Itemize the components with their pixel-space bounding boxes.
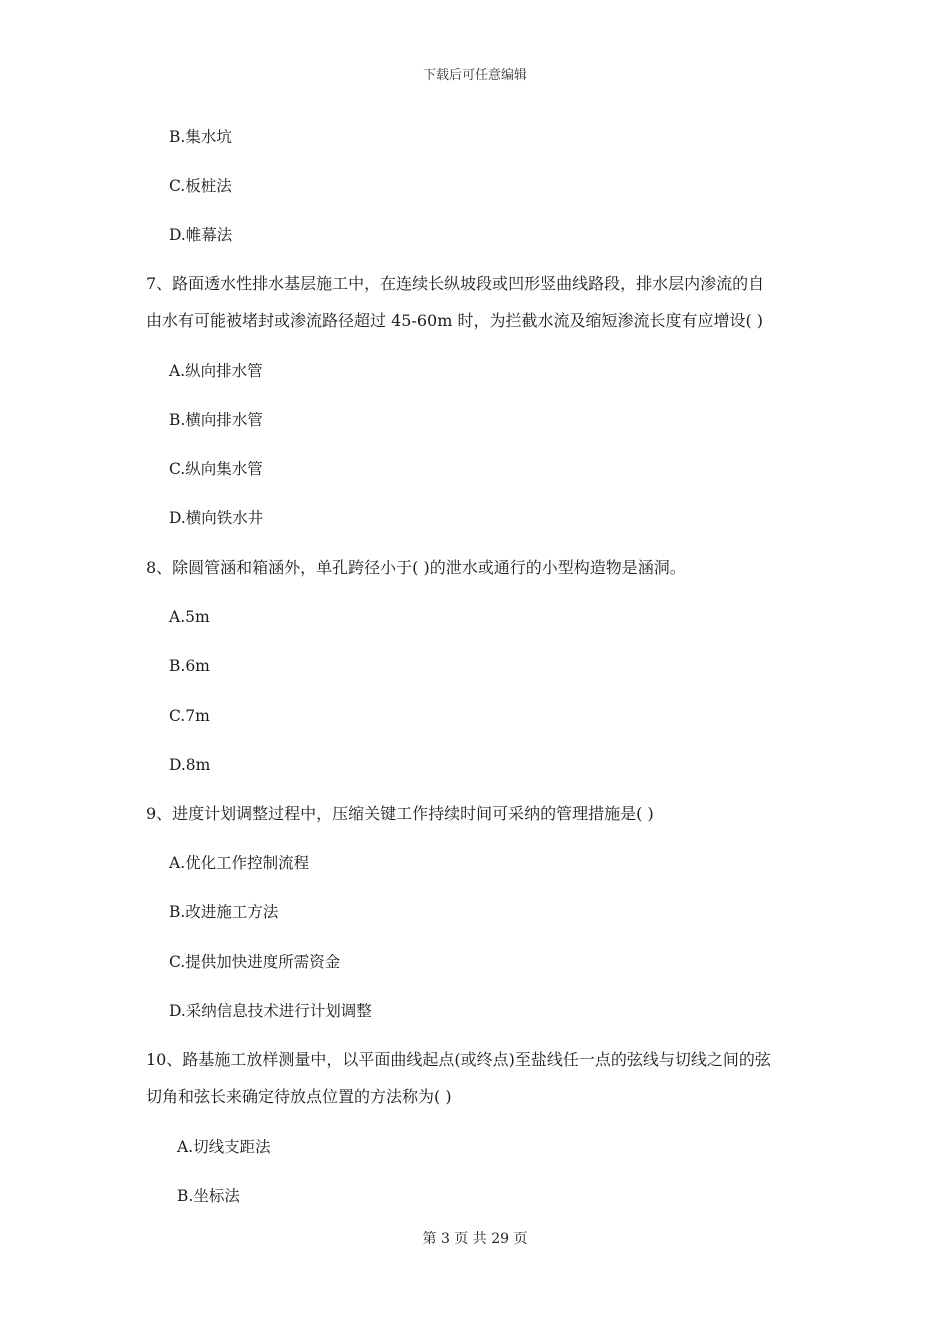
option-line: D.8m [169, 756, 211, 774]
option-line: A.优化工作控制流程 [169, 854, 310, 872]
question-line: 7、路面透水性排水基层施工中，在连续长纵坡段或凹形竖曲线路段，排水层内渗流的自 [146, 274, 765, 293]
option-line: B.坐标法 [177, 1187, 240, 1205]
option-line: C.提供加快进度所需资金 [169, 953, 341, 971]
question-line: 8、除圆管涵和箱涵外，单孔跨径小于( )的泄水或通行的小型构造物是涵洞。 [146, 558, 686, 577]
page-header: 下载后可任意编辑 [422, 68, 527, 83]
option-line: C.板桩法 [169, 177, 232, 195]
option-line: B.改进施工方法 [169, 903, 279, 921]
option-line: B.横向排水管 [169, 411, 263, 429]
option-line: B.6m [169, 657, 210, 675]
option-line: A.纵向排水管 [169, 362, 263, 380]
option-line: D.采纳信息技术进行计划调整 [169, 1002, 372, 1020]
question-line: 由水有可能被堵封或渗流路径超过 45-60m 时，为拦截水流及缩短渗流长度有应增设( ) [146, 311, 764, 330]
option-line: A.切线支距法 [177, 1138, 271, 1156]
page-footer: 第 3 页 共 29 页 [422, 1231, 528, 1247]
option-line: A.5m [169, 608, 210, 626]
option-line: C.纵向集水管 [169, 460, 263, 478]
question-line: 切角和弦长来确定待放点位置的方法称为( ) [146, 1087, 452, 1106]
option-line: C.7m [169, 707, 210, 725]
option-line: B.集水坑 [169, 128, 232, 146]
option-line: D.横向铁水井 [169, 509, 264, 527]
question-line: 9、进度计划调整过程中，压缩关键工作持续时间可采纳的管理措施是( ) [146, 804, 654, 823]
option-line: D.帷幕法 [169, 226, 233, 244]
question-line: 10、路基施工放样测量中，以平面曲线起点(或终点)至盐线任一点的弦线与切线之间的弦 [146, 1050, 771, 1069]
